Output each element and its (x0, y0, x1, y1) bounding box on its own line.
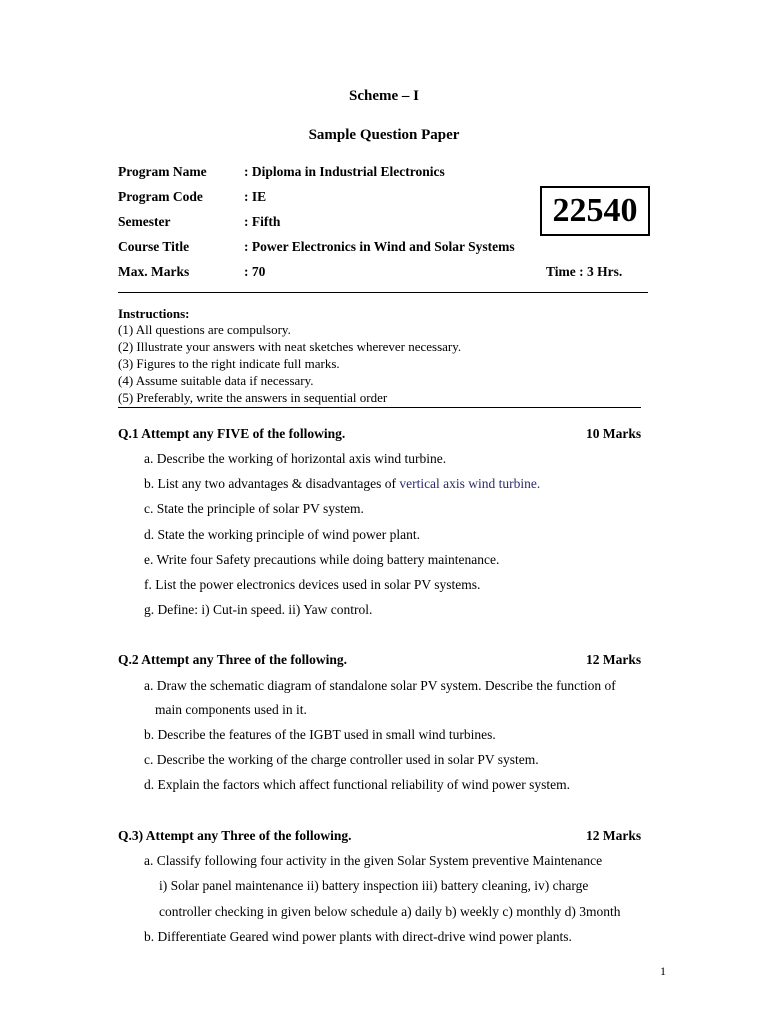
instructions-heading: Instructions: (118, 306, 190, 321)
question-item-continued: main components used in it. (155, 702, 307, 717)
question-3-marks: 12 Marks (586, 828, 642, 843)
question-item: c. State the principle of solar PV system. (144, 501, 364, 516)
question-3-heading: Q.3) Attempt any Three of the following. (118, 828, 352, 843)
question-item-text: b. List any two advantages & disadvantages of (144, 476, 396, 491)
time-duration: Time : 3 Hrs. (546, 264, 623, 279)
question-item: d. Explain the factors which affect functional reliability of wind power system. (144, 777, 571, 792)
program-name-label: Program Name (118, 164, 207, 179)
question-item: a. Classify following four activity in the given Solar System preventive Maintenance (144, 853, 603, 868)
instruction-item: (4) Assume suitable data if necessary. (118, 373, 314, 388)
divider-top (118, 292, 648, 293)
page-number: 1 (660, 964, 666, 978)
max-marks-value: : 70 (244, 264, 266, 279)
question-item: d. State the working principle of wind power plant. (144, 527, 420, 542)
question-item: g. Define: i) Cut-in speed. ii) Yaw control. (144, 602, 373, 617)
instruction-item: (5) Preferably, write the answers in sequential order (118, 390, 388, 405)
instruction-item: (1) All questions are compulsory. (118, 322, 291, 337)
question-item: f. List the power electronics devices used in solar PV systems. (144, 577, 481, 592)
instruction-item: (3) Figures to the right indicate full marks. (118, 356, 340, 371)
course-title-label: Course Title (118, 239, 190, 254)
max-marks-label: Max. Marks (118, 264, 190, 279)
program-code-label: Program Code (118, 189, 203, 204)
question-2-heading: Q.2 Attempt any Three of the following. (118, 652, 347, 667)
program-code-value: : IE (244, 189, 267, 204)
question-item-continued: i) Solar panel maintenance ii) battery inspection iii) battery cleaning, iv) charge (159, 878, 589, 893)
program-name-value: : Diploma in Industrial Electronics (244, 164, 445, 179)
semester-label: Semester (118, 214, 171, 229)
question-1-marks: 10 Marks (586, 426, 642, 441)
divider-instructions (118, 407, 641, 408)
semester-value: : Fifth (244, 214, 281, 229)
question-item: e. Write four Safety precautions while doing battery maintenance. (144, 552, 500, 567)
question-2-marks: 12 Marks (586, 652, 642, 667)
question-item (144, 476, 540, 492)
question-1-heading: Q.1 Attempt any FIVE of the following. (118, 426, 346, 441)
instruction-item: (2) Illustrate your answers with neat sketches wherever necessary. (118, 339, 462, 354)
course-title-value: : Power Electronics in Wind and Solar Systems (244, 239, 515, 254)
question-item: b. Describe the features of the IGBT used in small wind turbines. (144, 727, 496, 742)
question-item: c. Describe the working of the charge controller used in solar PV system. (144, 752, 539, 767)
question-item: a. Draw the schematic diagram of standalone solar PV system. Describe the function of (144, 678, 616, 693)
question-item: b. Differentiate Geared wind power plants with direct-drive wind power plants. (144, 929, 572, 944)
paper-title: Sample Question Paper (308, 127, 460, 143)
question-item: a. Describe the working of horizontal axis wind turbine. (144, 451, 447, 466)
scheme-title: Scheme – I (349, 88, 419, 104)
question-item-text-highlight: vertical axis wind turbine. (399, 476, 541, 491)
question-item-continued: controller checking in given below schedule a) daily b) weekly c) monthly d) 3month (159, 904, 621, 919)
course-code-box: 22540 (540, 186, 650, 236)
